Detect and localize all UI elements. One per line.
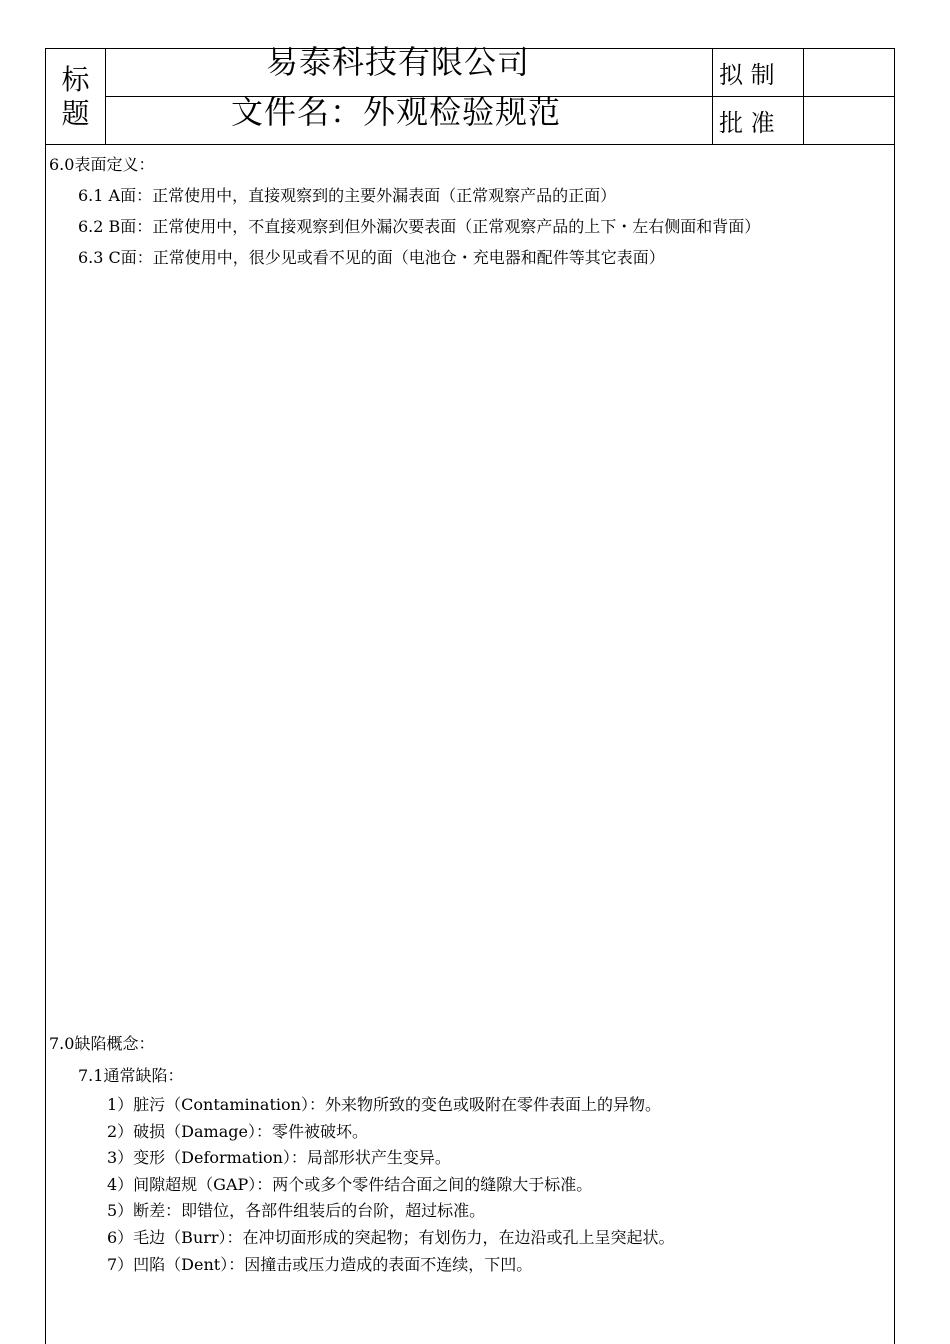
section7-title: 7.0缺陷概念： [49,1034,155,1053]
document-header [45,43,895,145]
approved-label: 批 准 [713,97,804,145]
title-label-cell [46,49,106,145]
section6-item: 6.3 C面：正常使用中，很少见或看不见的面（电池仓・充电器和配件等其它表面） [78,248,665,267]
drafted-value[interactable] [804,49,895,97]
document-name: 文件名：外观检验规范 [231,93,562,131]
approved-value[interactable] [804,97,895,145]
section6-title: 6.0表面定义： [49,155,155,174]
company-name: 易泰科技有限公司 [266,43,531,81]
section6-item: 6.2 B面：正常使用中，不直接观察到但外漏次要表面（正常观察产品的上下・左右侧面和背面） [78,217,761,236]
defect-item: 6）毛边（Burr）：在冲切面形成的突起物；有划伤力，在边沿或孔上呈突起状。 [107,1228,675,1247]
section7-subtitle: 7.1通常缺陷： [78,1066,184,1085]
defect-item: 2）破损（Damage）：零件被破坏。 [107,1122,368,1141]
defect-item: 5）断差：即错位，各部件组装后的台阶，超过标准。 [107,1201,486,1220]
title-label-bottom: 题 [61,96,90,130]
defect-item: 7）凹陷（Dent）：因撞击或压力造成的表面不连续，下凹。 [107,1255,533,1274]
title-label-top: 标 [61,62,90,96]
defect-item: 1）脏污（Contamination）：外来物所致的变色或吸附在零件表面上的异物。 [107,1095,661,1114]
title-cell [106,43,713,145]
section6-item: 6.1 A面：正常使用中，直接观察到的主要外漏表面（正常观察产品的正面） [78,186,617,205]
defect-item: 3）变形（Deformation）：局部形状产生变异。 [107,1148,451,1167]
drafted-label: 拟 制 [713,49,804,97]
defect-item: 4）间隙超规（GAP）：两个或多个零件结合面之间的缝隙大于标准。 [107,1175,593,1194]
